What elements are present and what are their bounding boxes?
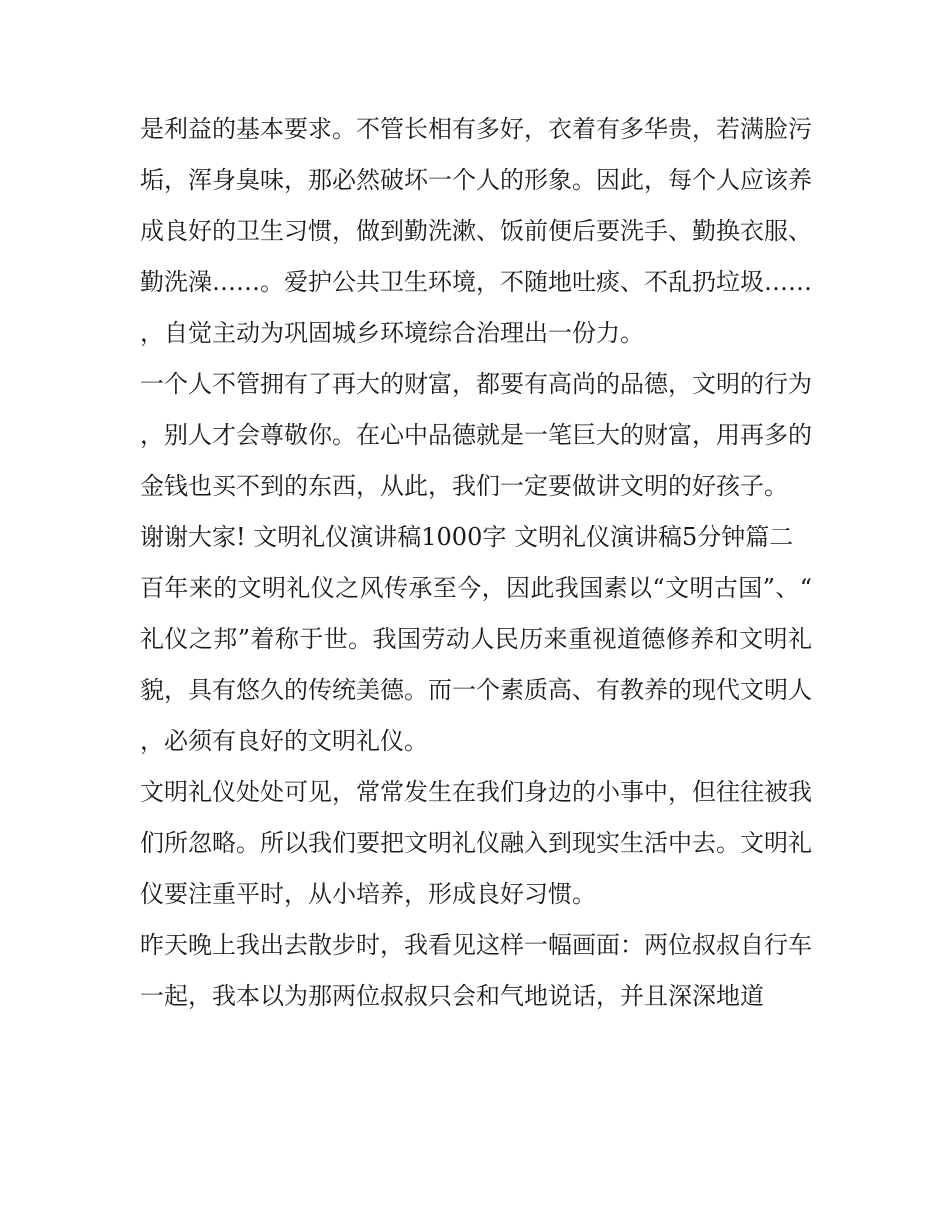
paragraph-virtue: 一个人不管拥有了再大的财富，都要有高尚的品德，文明的行为，别人才会尊敬你。在心中品德就是一笔巨大的财富，用再多的金钱也买不到的东西，从此，我们一定要做讲文明的好孩子。 (140, 370, 812, 500)
section-heading: 谢谢大家! 文明礼仪演讲稿1000字 文明礼仪演讲稿5分钟篇二 (140, 523, 794, 551)
paragraph-hygiene: 是利益的基本要求。不管长相有多好，衣着有多华贵，若满脸污垢，浑身臭味，那必然破坏一个人的形象。因此，每个人应该养成良好的卫生习惯，做到勤洗漱、饭前便后要洗手、勤换衣服、勤洗澡……。爱护公共卫生环境，不随地吐痰、不乱扔垃圾……，自觉主动为巩固城乡环境综合治理出一份力。 (140, 115, 812, 347)
paragraph-tradition: 百年来的文明礼仪之风传承至今，因此我国素以“文明古国”、“礼仪之邦”着称于世。我国劳动人民历来重视道德修养和文明礼貌，具有悠久的传统美德。而一个素质高、有教养的现代文明人，必须有良好的文明礼仪。 (140, 574, 812, 755)
document-body (140, 104, 812, 1022)
paragraph-everyday-etiquette: 文明礼仪处处可见，常常发生在我们身边的小事中，但往往被我们所忽略。所以我们要把文明礼仪融入到现实生活中去。文明礼仪要注重平时，从小培养，形成良好习惯。 (140, 778, 812, 908)
paragraph-anecdote: 昨天晚上我出去散步时，我看见这样一幅画面：两位叔叔自行车一起，我本以为那两位叔叔只会和气地说话，并且深深地道 (140, 931, 812, 1010)
